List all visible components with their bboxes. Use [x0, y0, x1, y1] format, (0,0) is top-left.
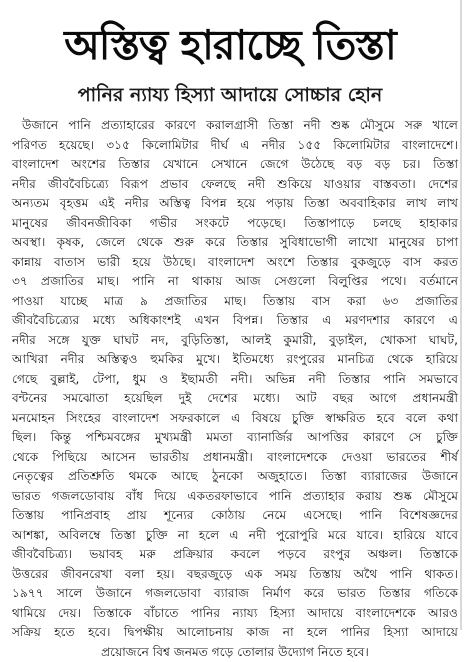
article-body-line: নদীর সঙ্গে যুক্ত ঘাঘট নদ, বুড়িতিস্তা, আলই কুমারী, বুড়াইল, খোকসা ঘাঘট, — [12, 331, 458, 351]
article-body-line: সক্রিয় হতে হবে। দ্বিপক্ষীয় আলোচনায় কাজ না হলে পানির হিস্যা আদায়ে — [12, 623, 458, 643]
article-body-line: তিস্তায় পানিপ্রবাহ প্রায় শূন্যের কোঠায় নেমে এসেছে। পানি বিশেষজ্ঞদের — [12, 506, 458, 526]
article-body-line: মানুষের জীবনজীবিকা গভীর সংকটে পড়েছে। তিস্তাপাড়ে চলছে হাহাকার — [12, 214, 458, 234]
article-body-line: থেকে পিছিয়ে আসেন ভারতীয় প্রধানমন্ত্রী। বাংলাদেশকে দেওয়া ভারতের শীর্ষ — [12, 448, 458, 468]
article-body-line: জীববৈচিত্র্য। ভয়াবহ মরু প্রক্রিয়ার কবলে পড়বে রংপুর অঞ্চল। তিস্তাকে — [12, 545, 458, 565]
article-body-line: বন্টনের সমঝোতা হয়েছিল দুই দেশের মধ্যে। আট বছর আগে প্রধানমন্ত্রী — [12, 389, 458, 409]
article-body-line: উত্তরের জীবনরেখা বলা হয়। বছরজুড়ে এক সময় তিস্তায় অথৈ পানি থাকত। — [12, 565, 458, 585]
article-body-line: ৩৭ প্রজাতির মাছ। পানি না থাকায় আজ সেগুলো বিলুপ্তির পথে। বর্তমানে — [12, 272, 458, 292]
article-body-line: নেতৃত্বের প্রতিশ্রুতি থমকে আছে ঠুনকো অজুহাতে। তিস্তা ব্যারাজের উজানে — [12, 467, 458, 487]
article-body-line: অন্যতম বৃহত্তম এই নদীর অস্তিত্ব বিপন্ন হয়ে পড়ায় তিস্তা অববাহিকার লাখ লাখ — [12, 194, 458, 214]
page-edge-divider — [460, 0, 462, 630]
article-body-line: ১৯৭৭ সালে উজানে গজলডোবা ব্যারাজ নির্মাণ করে ভারত তিস্তার গতিকে — [12, 584, 458, 604]
article-body-line: গেছে বুল্লাই, টেপা, ধুম ও ইছামতী নদী। অভিন্ন নদী তিস্তার পানি সমভাবে — [12, 370, 458, 390]
article-body-line: থামিয়ে দেয়। তিস্তাকে বাঁচাতে পানির ন্যায্য হিস্যা আদায়ে বাংলাদেশকে আরও — [12, 604, 458, 624]
article-body-line: আখিরা নদীর অস্তিত্বও হুমকির মুখে। ইতিমধ্যে রংপুরের মানচিত্র থেকে হারিয়ে — [12, 350, 458, 370]
article-body-line: জীববৈচিত্র্যের মধ্যে অধিকাংশই এখন বিপন্ন। তিস্তার এ মরণদশার কারণে এ — [12, 311, 458, 331]
article-body-line: মনমোহন সিংহের বাংলাদেশ সফরকালে এ বিষয়ে চুক্তি স্বাক্ষরিত হবে বলে কথা — [12, 409, 458, 429]
article-headline: অস্তিত্ব হারাচ্ছে তিস্তা — [10, 14, 450, 76]
article-body-line: কান্নায় বাতাস ভারী হয়ে উঠছে। বাংলাদেশ অংশে তিস্তার বুকজুড়ে বাস করত — [12, 253, 458, 273]
article-body-line: বাংলাদেশ অংশের তিস্তার যেখানে সেখানে জেগে উঠেছে বড় বড় চর। তিস্তা — [12, 155, 458, 175]
article-body — [12, 116, 458, 622]
article-body-line: অবস্থা। কৃষক, জেলে থেকে শুরু করে তিস্তার সুবিধাভোগী লাখো মানুষের চাপা — [12, 233, 458, 253]
article-subheadline: পানির ন্যায্য হিস্যা আদায়ে সোচ্চার হোন — [10, 81, 450, 109]
article-body-line: উজানে পানি প্রত্যাহারের কারণে করালগ্রাসী তিস্তা নদী শুষ্ক মৌসুমে সরু খালে — [12, 116, 458, 136]
article-body-line: ভারত গজলডোবায় বাঁধ দিয়ে একতরফাভাবে পানি প্রত্যাহার করায় শুষ্ক মৌসুমে — [12, 487, 458, 507]
article-body-line: নদীর জীববৈচিত্র্যে বিরূপ প্রভাব ফেলছে নদী শুকিয়ে যাওয়ার বাস্তবতা। দেশের — [12, 175, 458, 195]
article-body-line: ছিল। কিন্তু পশ্চিমবঙ্গের মুখ্যমন্ত্রী মমতা ব্যানার্জির আপত্তির কারণে সে চুক্তি — [12, 428, 458, 448]
article-body-line: পাওয়া যাচ্ছে মাত্র ৯ প্রজাতির মাছ। তিস্তায় বাস করা ৬৩ প্রজাতির — [12, 292, 458, 312]
article-body-line: পরিণত হয়েছে। ৩১৫ কিলোমিটার দীর্ঘ এ নদীর ১৫৫ কিলোমিটার বাংলাদেশে। — [12, 136, 458, 156]
article-body-line: প্রয়োজনে বিশ্ব জনমত গড়ে তোলার উদ্যোগ নিতে হবে। — [12, 643, 458, 662]
article-body-line: আশঙ্কা, অবিলম্বে তিস্তা চুক্তি না হলে এ নদী পুরোপুরি মরে যাবে। হারিয়ে যাবে — [12, 526, 458, 546]
